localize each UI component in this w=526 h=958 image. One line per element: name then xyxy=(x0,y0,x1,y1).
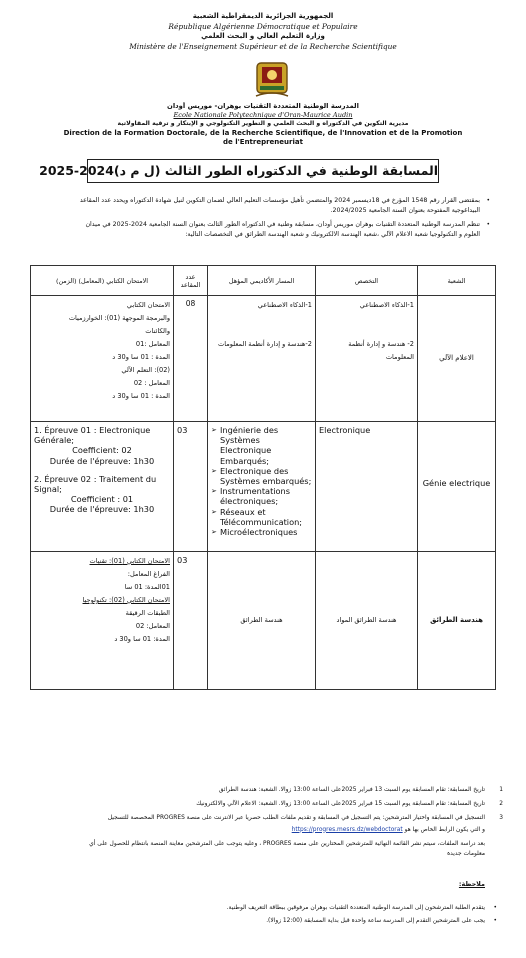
intro-paragraph-2 xyxy=(40,220,490,240)
note-4-text: بعد دراسة الملفات، سيتم نشر القائمة النهائية للمترشحين المختارين على منصة PROGRES ، وعليه يتوجب على المترشحين معاينة المنصة بانتظام للحصول على أي xyxy=(89,841,485,847)
row2-exam1-coef: Coefficient: 02 xyxy=(72,445,132,456)
header-ar-direction: مديرية التكوين في الدكتوراه و البحث العلمي و التطوير التكنولوجي و الإبتكار و ترقية المقاولاتية xyxy=(117,120,409,127)
row2-branch: Génie electrique xyxy=(418,422,496,552)
note-number: 3 xyxy=(499,815,503,821)
row3-exam-line: الامتحان الكتابي (02): تكنولوجيا xyxy=(82,596,170,604)
row2-seats: 03 xyxy=(174,422,208,552)
remark-1-text: يتقدم الطلبة المترشحون إلى المدرسة الوطنية المتعددة التقنيات بوهران مرفوقين ببطاقة التعريف الوطنية. xyxy=(226,905,485,911)
intro-p2: تنظم المدرسة الوطنية المتعددة التقنيات بوهران موريس أودان، مسابقة وطنية في الدكتوراه الطور الثالث بعنوان السنة الجامعية 2024-2025 في ميدان xyxy=(85,221,480,228)
header-ar-school: المدرسة الوطنية المتعددة التقنيات بوهران- موريس أودان xyxy=(167,102,359,110)
header-fr-republic: République Algérienne Démocratique et Populaire xyxy=(168,22,358,31)
row2-exam1-title: 1. Épreuve 01 : Electronique Générale; xyxy=(34,425,151,446)
row1-exam-line: المدة : 01 سا و30 د xyxy=(112,353,170,361)
table-row xyxy=(31,552,496,690)
row3-specialty: هندسة الطرائق المواد xyxy=(316,552,418,690)
row2-master-item: ➢ Microélectroniques xyxy=(211,527,312,537)
header-specialty: التخصص xyxy=(316,266,418,296)
bullet-icon: • xyxy=(493,905,497,911)
row3-exam-line: 01المدة: 01 سا xyxy=(124,583,170,591)
intro-paragraph-1 xyxy=(40,196,490,216)
row3-exam-cell xyxy=(31,552,174,690)
row1-master-1: 1-الذكاء الاصطناعي xyxy=(257,301,312,309)
row2-master-item: ➢ Electronique des Systèmes embarqués; xyxy=(211,466,312,486)
row3-seats: 03 xyxy=(174,552,208,690)
header-ar-republic: الجمهورية الجزائرية الديمقراطية الشعبية xyxy=(192,12,334,20)
header-seats: عدد المقاعد xyxy=(174,266,208,296)
row2-specialty: Electronique xyxy=(316,422,418,552)
row1-seats: 08 xyxy=(174,296,208,422)
row3-exam-line: الفراغ المعامل: xyxy=(127,570,170,578)
remark-2 xyxy=(40,917,497,927)
bullet-icon: • xyxy=(493,918,497,924)
intro-p1a: بمقتضى القرار رقم 1548 المؤرخ في 18ديسمبر 2024 والمتضمن تأهيل مؤسسات التعليم العالي لضمان التكوين لنيل شهادة الدكتوراه ويحدد عدد المقاعد xyxy=(79,197,480,204)
table-row xyxy=(31,422,496,552)
school-emblem-icon xyxy=(254,60,290,100)
row2-exam1-dur: Durée de l'épreuve: 1h30 xyxy=(49,455,155,466)
note-2-text: تاريخ المسابقة: تقام المسابقة يوم السبت 15 فبراير 2025على الساعة 13:00 زوالا. الشعبة: الاعلام الآلي والالكترونيك xyxy=(196,801,485,807)
row2-master-cell xyxy=(208,422,316,552)
row2-exam-cell xyxy=(31,422,174,552)
note-3 xyxy=(40,814,503,835)
header-exams: الامتحان الكتابي (المعامل) (الزمن) xyxy=(31,266,174,296)
bullet-icon: • xyxy=(486,197,490,204)
row3-branch: هندسة الطرائق xyxy=(418,552,496,690)
note-1-text: تاريخ المسابقة: تقام المسابقة يوم السبت 13 فبراير 2025على الساعة 13:00 زوالا. الشعبة: هندسة الطرائق xyxy=(218,787,485,793)
row2-master-item: ➢ Instrumentations électroniques; xyxy=(211,486,312,506)
table-row xyxy=(31,296,496,422)
row3-master: هندسة الطرائق xyxy=(208,552,316,690)
row1-specialty-1: 1-الذكاء الاصطناعي xyxy=(359,301,414,309)
row1-exam-line: والكائنات xyxy=(145,327,170,335)
row1-exam-line: المعامل : 02 xyxy=(133,379,170,387)
note-number: 2 xyxy=(499,801,503,807)
header-branch: الشعبة xyxy=(418,266,496,296)
header-ar-ministry: وزارة التعليم العالي و البحث العلمي xyxy=(201,32,325,40)
remark-2-text: يجب على المترشحين التقدم إلى المدرسة ساعة واحدة قبل بداية المسابقة (12:00 زوالا). xyxy=(266,918,485,924)
specialties-table xyxy=(30,265,496,690)
table-header-row xyxy=(31,266,496,296)
progres-link[interactable]: https://progres.mesrs.dz/webdoctorat xyxy=(291,826,403,833)
row1-master-2: 2-هندسة و إدارة أنظمة المعلومات xyxy=(218,340,312,348)
remark-1 xyxy=(40,904,497,914)
intro-p3: العلوم و التكنولوجيا شعبة الاعلام الآلي ،شعبة الهندسة الالكترونيك و شعبة الهندسة الطرائق في التخصصات التالية: xyxy=(185,231,480,238)
header-fr-direction-1: Direction de la Formation Doctorale, de la Recherche Scientifique, de l'Innovation et de la Promotion xyxy=(63,129,463,137)
row1-specialty-cell xyxy=(316,296,418,422)
row3-exam-line: المعامل: 02 xyxy=(135,622,170,630)
row3-exam-line: المدة: 01 سا و30 د xyxy=(114,635,170,643)
header-fr-school: Ecole Nationale Polytechnique d'Oran-Maurice Audin xyxy=(173,111,353,119)
row2-master-item: ➢ Réseaux et Télécommunication; xyxy=(211,507,312,527)
bullet-icon: • xyxy=(486,221,490,228)
row1-exam-line: والبرمجة الموجهة (01): الخوارزميات xyxy=(68,314,170,322)
intro-p1b: البيداغوجية المفتوحة بعنوان السنة الجامعية 2024/2025. xyxy=(330,207,480,214)
note-3-text: التسجيل في المسابقة واختيار المترشحين: يتم التسجيل في المسابقة و تقديم ملفات الطلب حصريا عبر الانترنت على منصة PROGRES المخصصة للتسجيل xyxy=(107,815,485,821)
remark-heading: ملاحظة: xyxy=(458,880,485,888)
note-3-text-b: و التي يكون الرابط الخاص بها هو xyxy=(404,826,485,833)
header-fr-ministry: Ministère de l'Enseignement Supérieur et de la Recherche Scientifique xyxy=(129,42,397,51)
row2-exam2-dur: Durée de l'épreuve: 1h30 xyxy=(49,504,155,515)
note-number: 1 xyxy=(499,787,503,793)
note-4 xyxy=(40,840,485,859)
header-master: المسار الأكاديمي المؤهل xyxy=(208,266,316,296)
page-title: المسابقة الوطنية في الدكتوراه الطور الثالث (ل م د)2024-2025 xyxy=(87,159,439,183)
row2-exam2-coef: Coefficient : 01 xyxy=(70,494,134,505)
row1-exam-line: المدة : 01 سا و30 د xyxy=(112,392,170,400)
note-2 xyxy=(40,800,503,810)
note-4-text-b: معلومات جديدة xyxy=(447,850,485,857)
row3-exam-line: الامتحان الكتابي (01): تقنيات xyxy=(89,557,170,565)
row1-exam-line: (02): التعلم الآلي xyxy=(121,366,170,374)
row1-specialty-2: 2- هندسة و إدارة أنظمة المعلومات xyxy=(348,340,414,361)
row1-exam-line: الامتحان الكتابي xyxy=(126,301,170,309)
row1-exam-cell xyxy=(31,296,174,422)
row2-master-item: ➢ Ingénierie des Systèmes Electronique Embarqués; xyxy=(211,425,312,466)
row1-branch: الاعلام الآلي xyxy=(418,296,496,422)
header-fr-direction-2: de l'Entrepreneuriat xyxy=(223,138,303,146)
row2-exam2-title: 2. Épreuve 02 : Traitement du Signal; xyxy=(34,473,157,495)
note-1 xyxy=(40,786,503,796)
row1-exam-line: المعامل :01 xyxy=(135,340,170,348)
row3-exam-line: الطبقات الرقيقة xyxy=(125,609,170,617)
row1-master-cell xyxy=(208,296,316,422)
